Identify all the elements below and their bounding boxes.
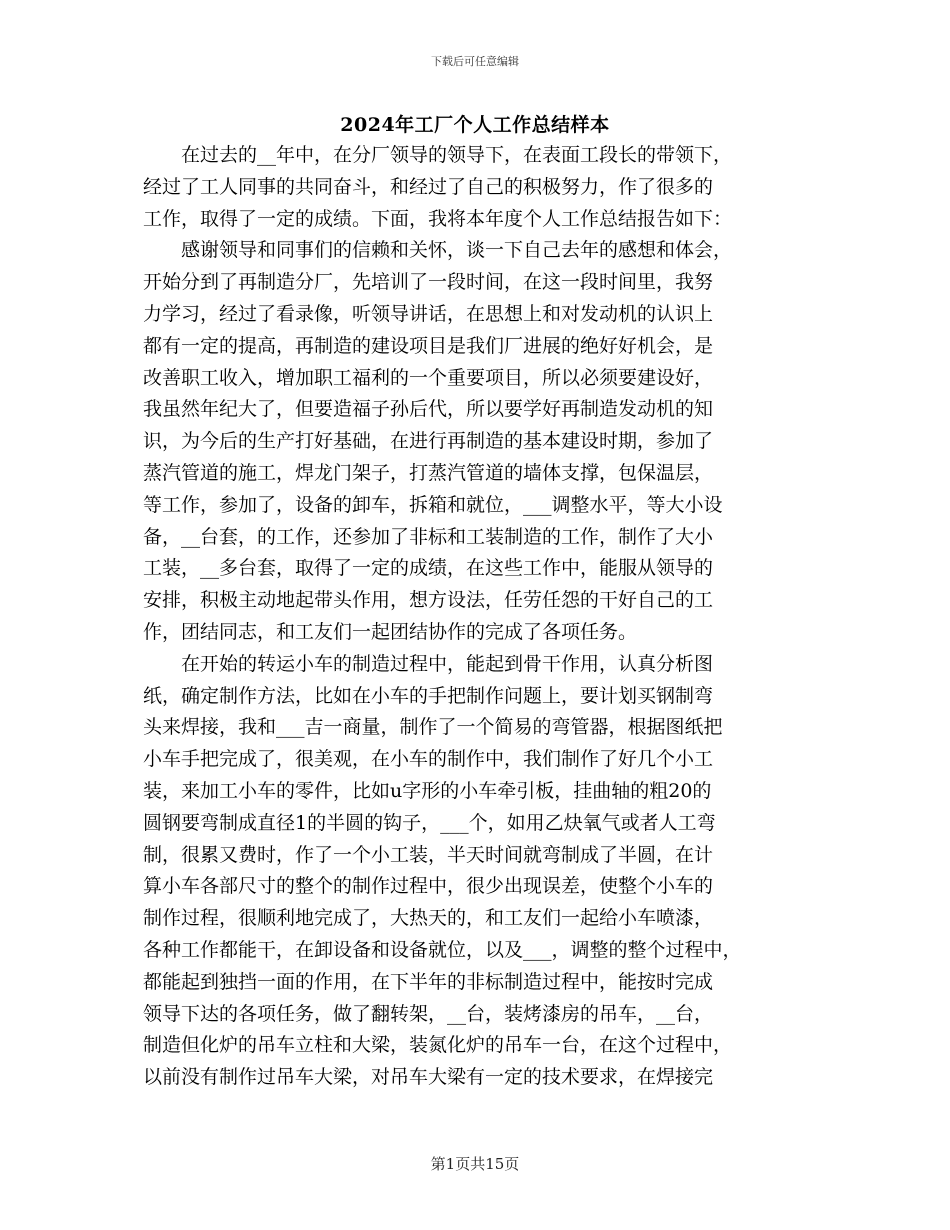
body-line: 各种工作都能干，在卸设备和设备就位，以及___，调整的整个过程中， [143, 938, 742, 961]
body-line: 备，__台套，的工作，还参加了非标和工装制造的工作，制作了大小 [143, 525, 714, 548]
page-footer-info: 第1页共15页 [430, 1155, 520, 1173]
body-line: 开始分到了再制造分厂，先培训了一段时间，在这一段时间里，我努 [143, 271, 714, 294]
document-body [143, 140, 815, 1094]
body-line: 算小车各部尺寸的整个的制作过程中，很少出现误差，使整个小车的 [143, 875, 714, 898]
body-line: 我虽然年纪大了，但要造福子孙后代，所以要学好再制造发动机的知 [143, 398, 714, 421]
body-line: 力学习，经过了看录像，听领导讲话，在思想上和对发动机的认识上 [143, 302, 714, 325]
body-line: 制，很累又费时，作了一个小工装，半天时间就弯制成了半圆，在计 [143, 843, 714, 866]
body-line: 工装，__多台套，取得了一定的成绩，在这些工作中，能服从领导的 [143, 557, 714, 580]
body-line: 都能起到独挡一面的作用，在下半年的非标制造过程中，能按时完成 [143, 970, 714, 993]
body-line: 经过了工人同事的共同奋斗，和经过了自己的积极努力，作了很多的 [143, 175, 714, 198]
body-line: 小车手把完成了，很美观，在小车的制作中，我们制作了好几个小工 [143, 748, 714, 771]
body-line: 蒸汽管道的施工，焊龙门架子，打蒸汽管道的墙体支撑，包保温层， [143, 461, 714, 484]
body-line: 制造但化炉的吊车立柱和大梁，装氮化炉的吊车一台，在这个过程中， [143, 1034, 733, 1057]
body-line: 改善职工收入，增加职工福利的一个重要项目，所以必须要建设好， [143, 366, 714, 389]
page-header-note: 下载后可任意编辑 [431, 55, 519, 68]
body-line: 圆钢要弯制成直径1的半圆的钩子，___个，如用乙炔氧气或者人工弯 [143, 811, 716, 834]
body-line: 作，团结同志，和工友们一起团结协作的完成了各项任务。 [143, 620, 638, 643]
body-line: 纸，确定制作方法，比如在小车的手把制作问题上，要计划买钢制弯 [143, 684, 714, 707]
body-line: 在过去的__年中，在分厂领导的领导下，在表面工段长的带领下， [143, 144, 733, 166]
body-line: 都有一定的提高，再制造的建设项目是我们厂进展的绝好好机会，是 [143, 334, 714, 357]
document-title: 2024年工厂个人工作总结样本 [340, 114, 610, 136]
body-line: 以前没有制作过吊车大梁，对吊车大梁有一定的技术要求，在焊接完 [143, 1066, 714, 1089]
body-line: 等工作，参加了，设备的卸车，拆箱和就位，___调整水平，等大小设 [143, 493, 723, 516]
body-line: 装，来加工小车的零件，比如u字形的小车牵引板，挂曲轴的粗20的 [143, 779, 712, 802]
body-line: 感谢领导和同事们的信赖和关怀，谈一下自己去年的感想和体会， [143, 239, 733, 262]
body-line: 领导下达的各项任务，做了翻转架，__台，装烤漆房的吊车，__台， [143, 1002, 714, 1025]
body-line: 制作过程，很顺利地完成了，大热天的，和工友们一起给小车喷漆， [143, 907, 714, 930]
body-line: 工作，取得了一定的成绩。下面，我将本年度个人工作总结报告如下： [143, 207, 733, 230]
body-line: 识，为今后的生产打好基础，在进行再制造的基本建设时期，参加了 [143, 430, 714, 453]
body-line: 在开始的转运小车的制造过程中，能起到骨干作用，认真分析图 [143, 652, 714, 675]
body-line: 安排，积极主动地起带头作用，想方设法，任劳任怨的干好自己的工 [143, 589, 714, 612]
body-line: 头来焊接，我和___吉一商量，制作了一个简易的弯管器，根据图纸把 [143, 716, 723, 739]
